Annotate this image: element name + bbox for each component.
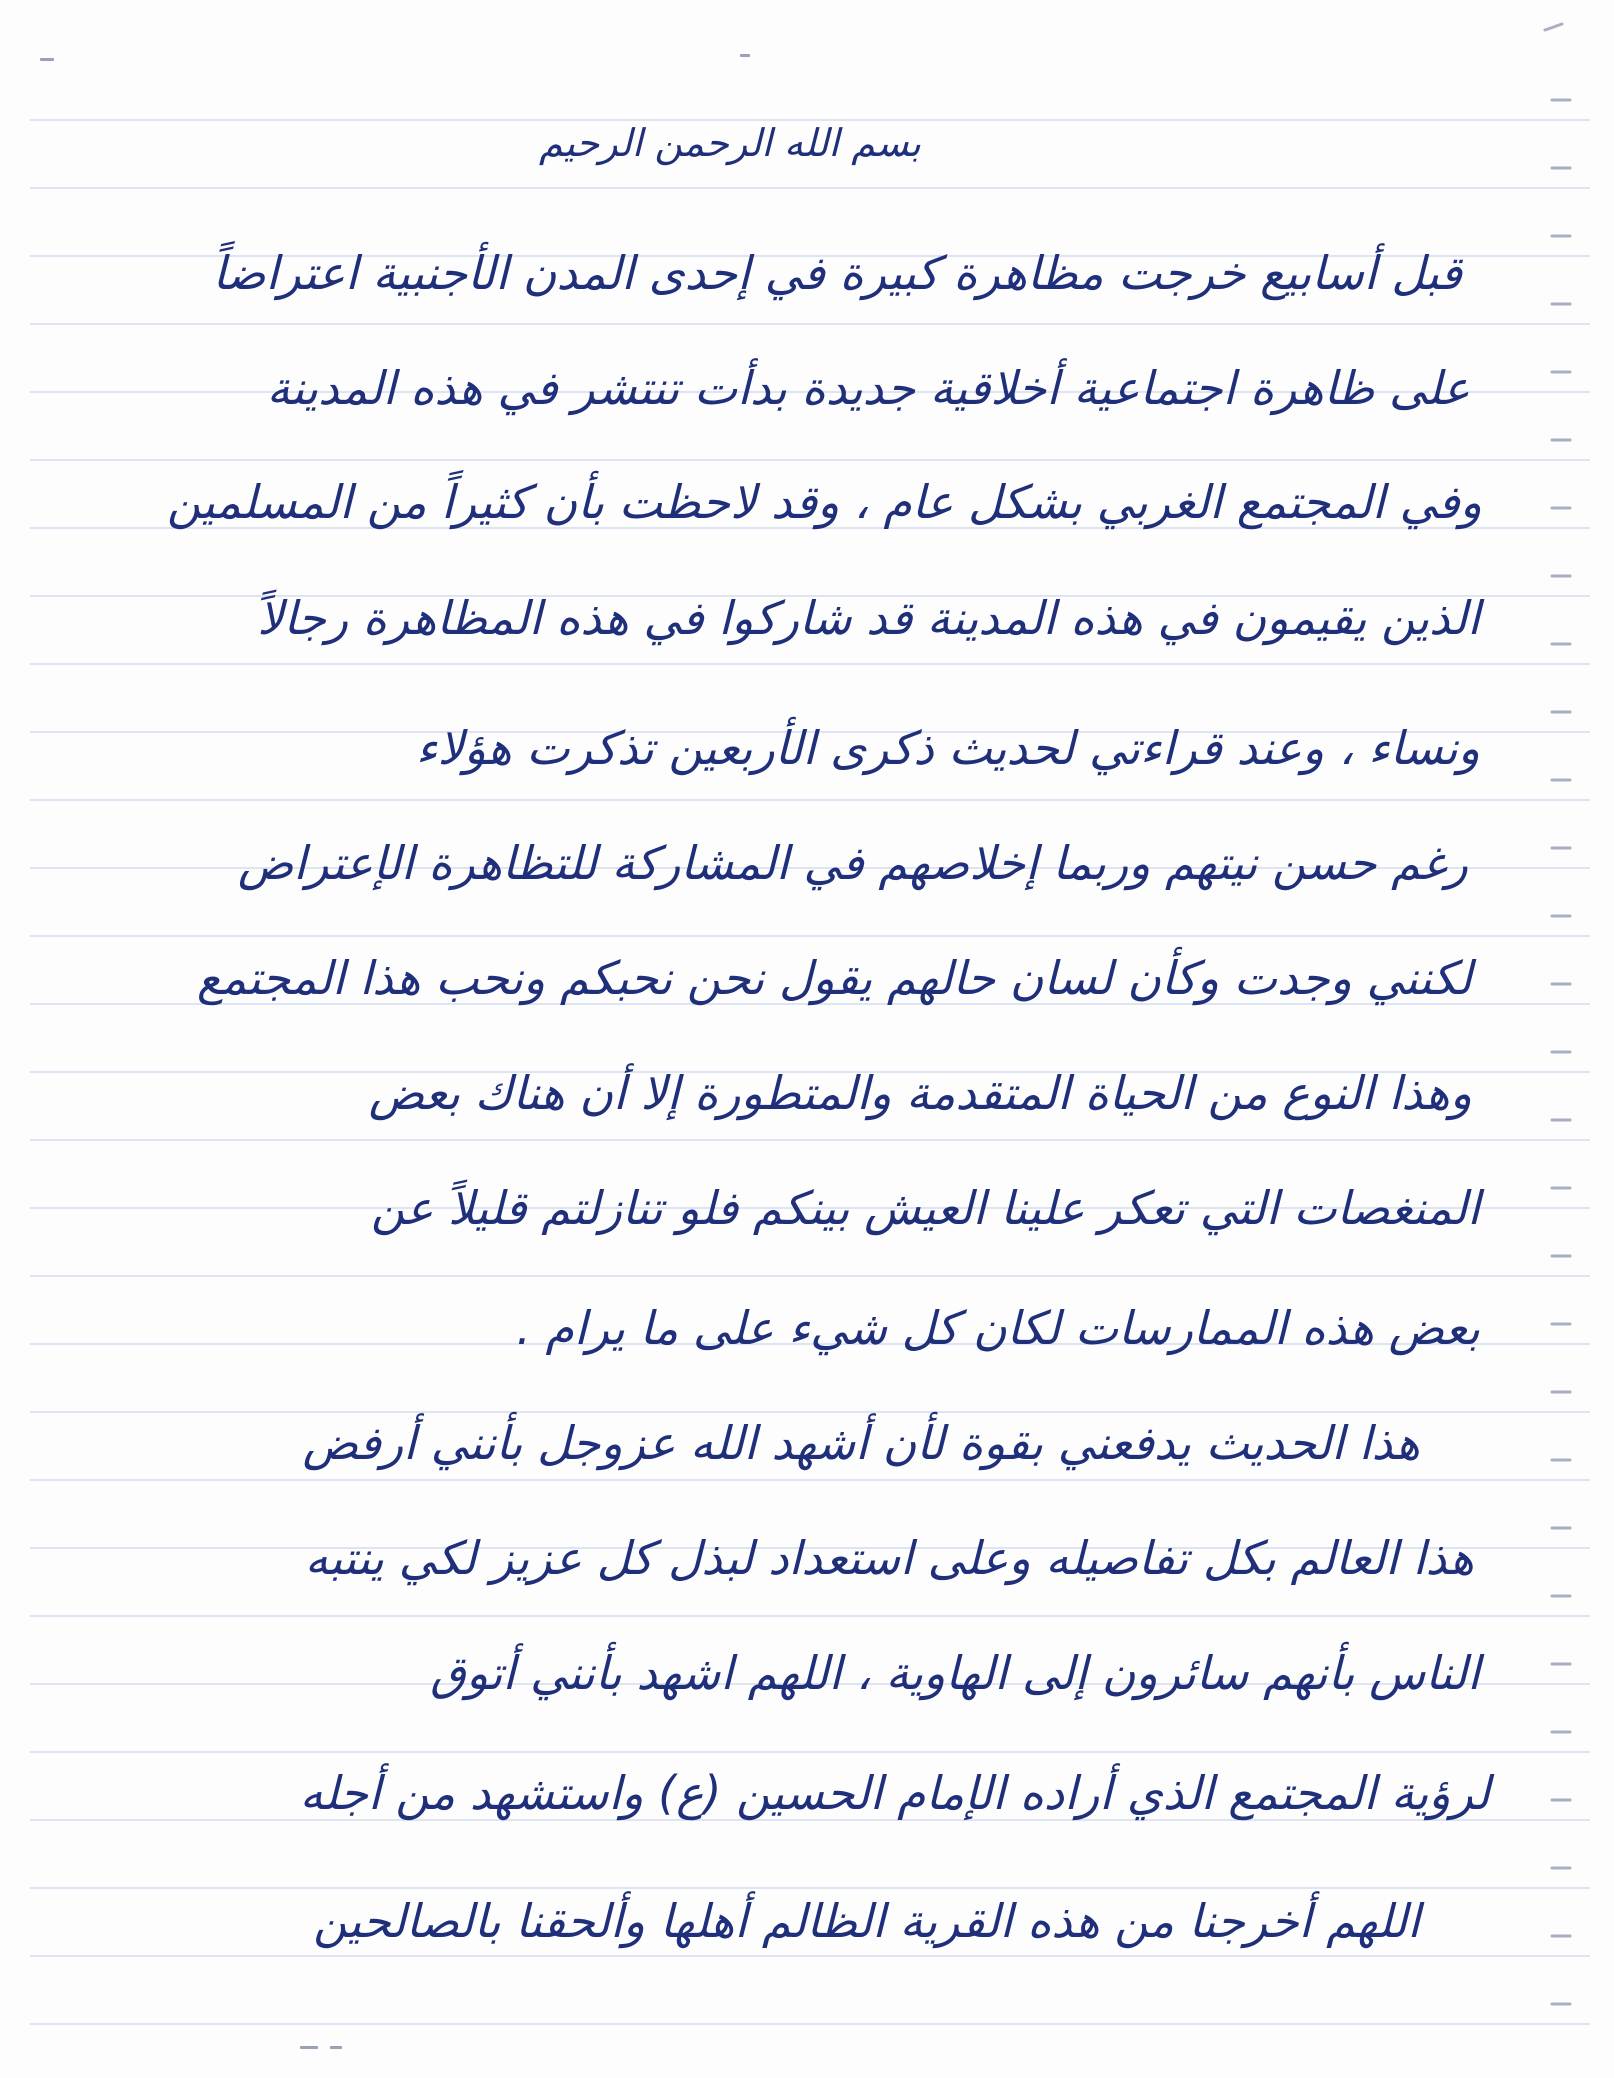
text-line-3: وفي المجتمع الغربي بشكل عام ، وقد لاحظت بأن كثيراً من المسلمين xyxy=(167,475,1482,529)
basmala-heading: بسم الله الرحمن الرحيم xyxy=(539,121,921,165)
text-line-11: هذا الحديث يدفعني بقوة لأن أشهد الله عزوجل بأنني أرفض xyxy=(302,1416,1420,1470)
text-line-4: الذين يقيمون في هذه المدينة قد شاركوا في هذه المظاهرة رجالاً xyxy=(257,591,1480,645)
text-line-1: قبل أسابيع خرجت مظاهرة كبيرة في إحدى المدن الأجنبية اعتراضاً xyxy=(212,246,1462,300)
text-line-12: هذا العالم بكل تفاصيله وعلى استعداد لبذل كل عزيز لكي ينتبه xyxy=(304,1531,1474,1585)
text-line-10: بعض هذه الممارسات لكان كل شيء على ما يرام . xyxy=(516,1301,1480,1355)
text-line-6: رغم حسن نيتهم وربما إخلاصهم في المشاركة للتظاهرة الإعتراض xyxy=(237,836,1468,890)
text-line-8: وهذا النوع من الحياة المتقدمة والمتطورة إلا أن هناك بعض xyxy=(368,1066,1472,1120)
text-line-7: لكنني وجدت وكأن لسان حالهم يقول نحن نحبكم ونحب هذا المجتمع xyxy=(196,951,1472,1005)
text-line-2: على ظاهرة اجتماعية أخلاقية جديدة بدأت تنتشر في هذه المدينة xyxy=(266,361,1470,415)
text-line-15: اللهم أخرجنا من هذه القرية الظالم أهلها وألحقنا بالصالحين xyxy=(313,1894,1420,1948)
text-line-14: لرؤية المجتمع الذي أراده الإمام الحسين (ع) واستشهد من أجله xyxy=(299,1766,1490,1820)
text-line-9: المنغصات التي تعكر علينا العيش بينكم فلو تنازلتم قليلاً عن xyxy=(370,1181,1480,1235)
text-line-5: ونساء ، وعند قراءتي لحديث ذكرى الأربعين تذكرت هؤلاء xyxy=(415,721,1480,775)
text-line-13: الناس بأنهم سائرون إلى الهاوية ، اللهم اشهد بأنني أتوق xyxy=(430,1646,1480,1700)
